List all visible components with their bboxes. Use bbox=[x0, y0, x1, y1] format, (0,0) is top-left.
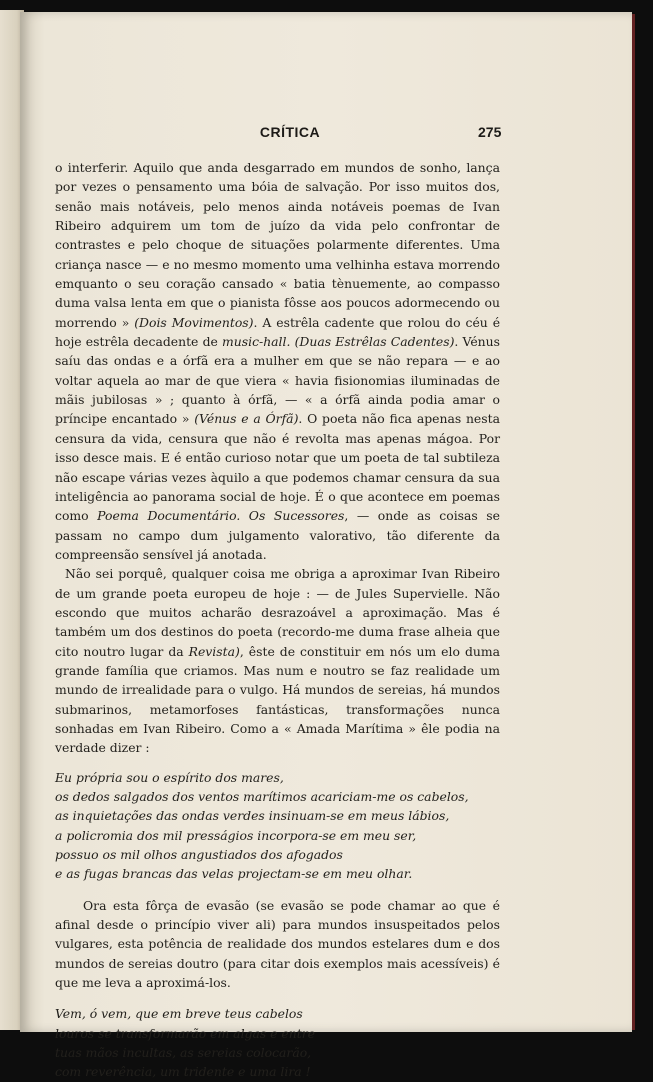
verse-line: tuas mãos incultas, as sereias colocarão, bbox=[55, 1045, 312, 1061]
text-segment: . A estrêla cadente que rolou do céu é hoje estrêla decadente de bbox=[55, 314, 501, 350]
verse-quote-2 bbox=[55, 1004, 500, 1081]
page-edge-mark bbox=[632, 14, 635, 1030]
poem-title: Poema Documentário. Os Sucessores bbox=[97, 508, 345, 524]
spacer bbox=[55, 992, 500, 1004]
body-text bbox=[55, 158, 500, 1082]
page-number: 275 bbox=[478, 124, 502, 140]
text-segment: o interferir. Aquilo que anda desgarrado em mundos de sonho, lança por vezes o pensamento uma bóia de salvação. Por isso muitos dos, senão mais notáveis, pelo menos ainda notáveis poemas de Ivan Ribeiro adquirem um tom de juízo da vida pelo confrontar de contrastes e pelo choque de situações polarmente diferentes. Uma criança nasce — e no mesmo momento uma velhinha estava morrendo emquanto o seu coração cansado « batia tènuemente, ao compasso duma valsa lenta em que o pianista fôsse aos poucos adormecendo ou morrendo » bbox=[55, 160, 500, 330]
verse-line: louros se transformarão em algas e entre bbox=[55, 1025, 315, 1041]
text-segment: Não sei porquê, qualquer coisa me obriga a aproximar Ivan Ribeiro de um grande poeta europeu de hoje : — de Jules Supervielle. Não escondo que muitos acharão desrazoável a aproximação. Mas é também um dos destinos do poeta (recordo-me duma frase alheia que cito noutro lugar da bbox=[55, 566, 500, 659]
poem-title: (Vénus e a Órfã) bbox=[194, 411, 299, 427]
text-segment: . Vénus saíu das ondas e a órfã era a mulher em que se não repara — e ao voltar aquela ao mar de que viera « havia fisionomias iluminadas de mãis jubilosas » ; quanto à órfã, — « a órfã ainda podia amar o príncipe encantado » bbox=[55, 334, 500, 427]
publication-title: Revista) bbox=[188, 643, 240, 659]
text-segment: , êste de constituir em nós um elo duma grande família que criamos. Mas num e noutro se faz realidade um mundo de irrealidade para o vulgo. Há mundos de sereias, há mundos submarinos, metamorfoses fantásticas, transformações nunca sonhadas em Ivan Ribeiro. Como a « Amada Marítima » êle podia na verdade dizer : bbox=[55, 643, 500, 756]
verse-line: Eu própria sou o espírito dos mares, bbox=[55, 769, 284, 785]
paragraph-2 bbox=[55, 564, 500, 757]
verse-quote-1 bbox=[55, 768, 500, 884]
verse-line: os dedos salgados dos ventos marítimos acariciam-me os cabelos, bbox=[55, 789, 469, 804]
spacer bbox=[55, 758, 500, 768]
verse-line: possuo os mil olhos angustiados dos afogados bbox=[55, 847, 343, 863]
verse-line: Vem, ó vem, que em breve teus cabelos bbox=[55, 1006, 303, 1022]
paragraph-3 bbox=[55, 896, 500, 993]
verse-line: as inquietações das ondas verdes insinuam-se em meus lábios, bbox=[55, 808, 450, 824]
poem-title: music-hall. (Duas Estrêlas Cadentes) bbox=[222, 334, 455, 350]
poem-title: (Dois Movimentos) bbox=[134, 314, 254, 330]
book-page bbox=[20, 12, 632, 1080]
paragraph-1 bbox=[55, 158, 500, 564]
spacer bbox=[55, 884, 500, 896]
verse-line: a policromia dos mil presságios incorpora-se em meu ser, bbox=[55, 827, 417, 843]
text-segment: Ora esta fôrça de evasão (se evasão se pode chamar ao que é afinal desde o princípio viver ali) para mundos insuspeitados pelos vulgares, esta potência de realidade dos mundos estelares dum e dos mundos de sereias doutro (para citar dois exemplos mais acessíveis) é que me leva a aproximá-los. bbox=[55, 897, 500, 991]
text-segment: , — onde as coisas se passam no campo dum julgamento valorativo, tão diferente da compreensão sensível já anotada. bbox=[55, 508, 500, 562]
verse-line: com reverência, um tridente e uma lira ! bbox=[55, 1064, 311, 1080]
verse-line: e as fugas brancas das velas projectam-se em meu olhar. bbox=[55, 866, 413, 882]
running-title: CRÍTICA bbox=[259, 124, 321, 140]
page-header bbox=[20, 124, 632, 144]
text-segment: . O poeta não fica apenas nesta censura da vida, censura que não é revolta mas apenas mágoa. Por isso desce mais. E é então curioso notar que um poeta de tal subtileza não escape várias vezes àquilo a que podemos chamar censura da sua inteligência ao panorama social de hoje. É o que acontece em poemas como bbox=[55, 411, 500, 524]
